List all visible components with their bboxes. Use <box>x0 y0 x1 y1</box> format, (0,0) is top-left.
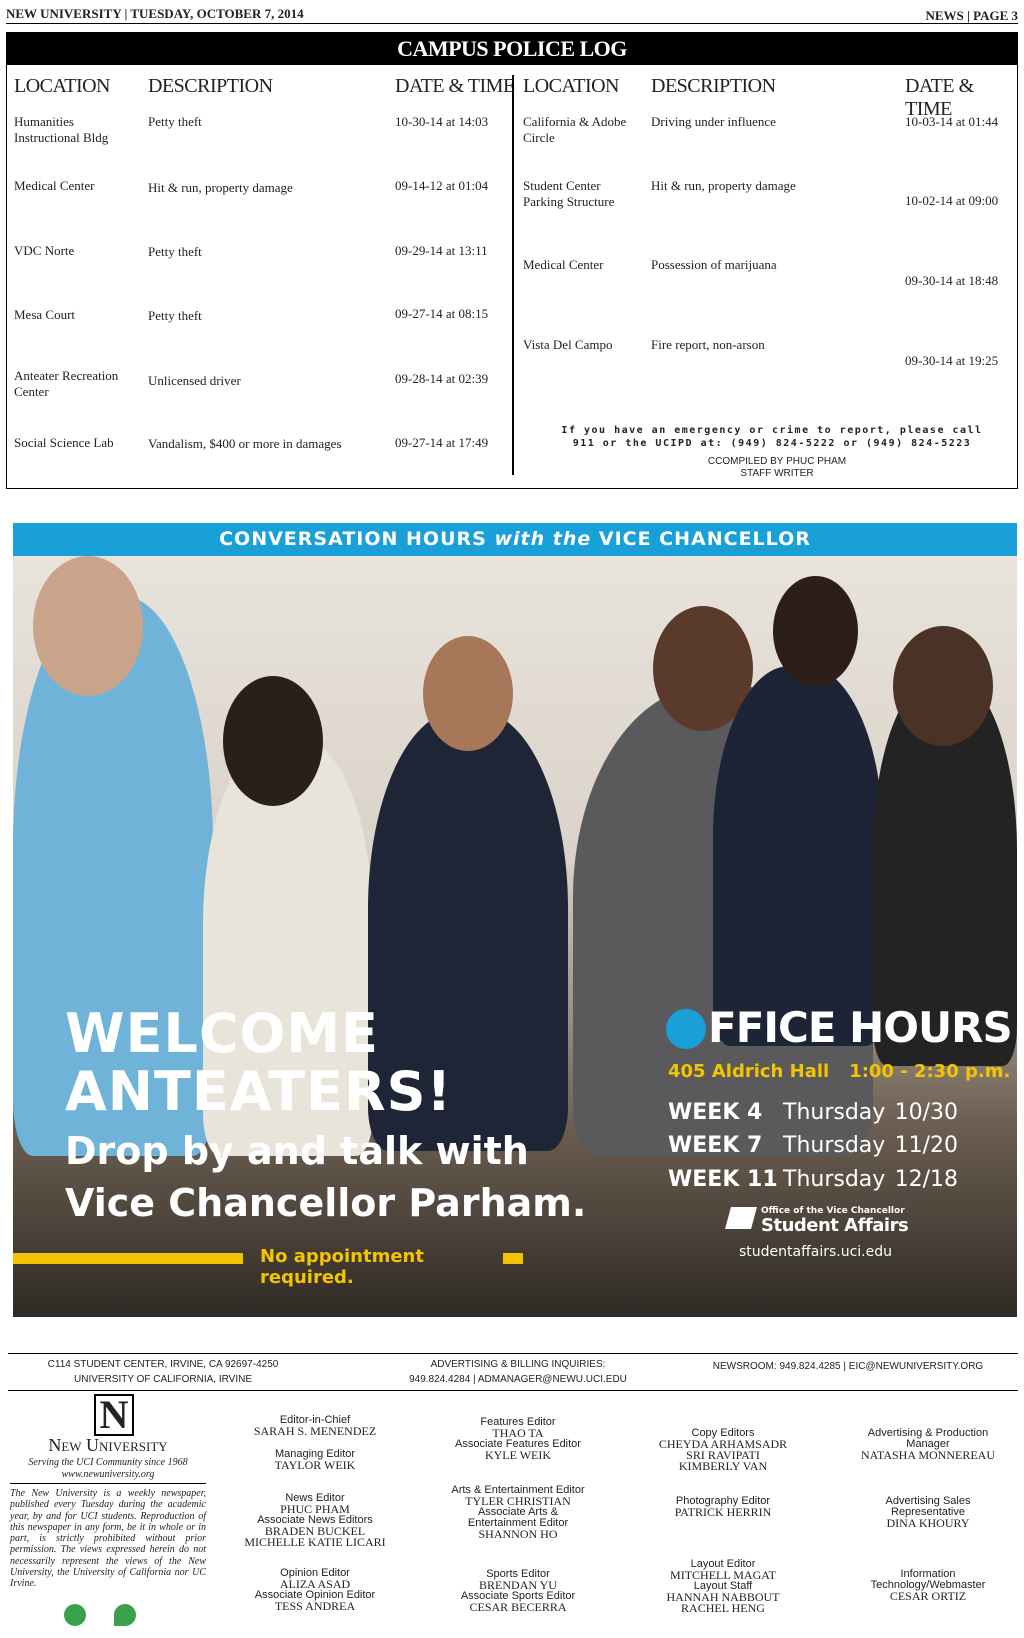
office-hours-text: FFICE HOURS <box>708 1003 1012 1052</box>
staff-name: PHUC PHAM <box>280 1502 350 1516</box>
staff-entry <box>418 1417 618 1461</box>
person-head <box>423 636 513 751</box>
log-datetime: 09-30-14 at 19:25 <box>905 353 999 368</box>
staff-name: THAO TA <box>492 1426 544 1440</box>
tagline-text: Serving the UCI Community since 1968 <box>28 1457 188 1468</box>
newsroom-contact: NEWSROOM: 949.824.4285 | EIC@NEWUNIVERSITY.ORG <box>712 1361 984 1372</box>
staff-name: MITCHELL MAGAT <box>670 1568 776 1582</box>
week-label: WEEK 11 <box>668 1167 778 1192</box>
staff-name: HANNAH NABBOUT <box>666 1590 780 1604</box>
compiled-by <box>627 456 927 480</box>
log-location: Social Science Lab <box>14 435 114 450</box>
student-affairs-url: studentaffairs.uci.edu <box>739 1244 892 1260</box>
log-datetime: 09-27-14 at 17:49 <box>395 435 489 450</box>
week-row <box>668 1100 958 1132</box>
welcome-line-2: ANTEATERS! <box>65 1060 453 1123</box>
issue-date: NEW UNIVERSITY | TUESDAY, OCTOBER 7, 2014 <box>6 6 304 21</box>
staff-role: Information Technology/Webmaster <box>870 1568 986 1591</box>
person-head <box>223 676 323 806</box>
office-hours-location <box>668 1061 1010 1082</box>
header-datetime-right: DATE & TIME <box>905 75 974 120</box>
staff-name: PATRICK HERRIN <box>674 1505 772 1519</box>
staff-entry <box>853 1569 1003 1602</box>
week-day: Thursday <box>783 1133 886 1158</box>
staff-name: KIMBERLY VAN <box>678 1459 768 1473</box>
welcome-line-1: WELCOME <box>65 1002 380 1065</box>
drop-by-text <box>65 1125 586 1229</box>
credit-line: CCOMPILED BY PHUC PHAM <box>707 456 847 467</box>
staff-entry <box>623 1496 823 1518</box>
staff-name: TYLER CHRISTIAN <box>465 1494 571 1508</box>
staff-name: MICHELLE KATIE LICARI <box>244 1535 386 1549</box>
staff-role: Opinion Editor <box>280 1567 350 1579</box>
staff-role: Arts & Entertainment Editor <box>451 1484 585 1496</box>
week-label: WEEK 7 <box>668 1133 763 1158</box>
advertising-inquiries <box>368 1357 668 1387</box>
staff-name: KYLE WEIK <box>484 1448 552 1462</box>
staff-role: News Editor <box>285 1492 345 1504</box>
staff-name: SARAH S. MENENDEZ <box>253 1424 377 1438</box>
conversation-hours-ad <box>13 523 1017 1317</box>
address-line-2: UNIVERSITY OF CALIFORNIA, IRVINE <box>74 1374 252 1385</box>
staff-role: Associate Arts & Entertainment Editor <box>467 1506 569 1529</box>
credit-role: STAFF WRITER <box>740 468 814 479</box>
no-appointment-strip <box>13 1246 523 1288</box>
log-description: Possession of marijuana <box>651 257 777 272</box>
office-of-vc: Office of the Vice Chancellor <box>761 1206 905 1216</box>
police-log <box>6 32 1018 489</box>
person-figure <box>713 666 883 1046</box>
header-datetime-left: DATE & TIME <box>395 75 515 97</box>
staff-role: Managing Editor <box>274 1448 356 1460</box>
new-university-logo: N <box>94 1394 134 1436</box>
log-description: Hit & run, property damage <box>651 178 796 193</box>
log-datetime: 09-27-14 at 08:15 <box>395 306 489 321</box>
log-datetime: 09-28-14 at 02:39 <box>395 371 489 386</box>
staff-entry <box>853 1496 1003 1529</box>
drop-line-1: Drop by and talk with <box>65 1129 529 1173</box>
column-divider <box>512 75 514 475</box>
staff-name: ALIZA ASAD <box>279 1577 351 1591</box>
masthead <box>8 1392 1018 1638</box>
log-description: Driving under influence <box>651 114 776 129</box>
publication-name: New University <box>48 1435 168 1455</box>
ads-label: ADVERTISING & BILLING INQUIRIES: <box>430 1359 606 1370</box>
staff-name: RACHEL HENG <box>681 1601 765 1615</box>
log-location: Student Center Parking Structure <box>523 178 615 209</box>
yellow-bar <box>503 1253 523 1264</box>
no-appointment-text: No appointment required. <box>260 1246 424 1288</box>
drop-line-2: Vice Chancellor Parham. <box>65 1181 587 1225</box>
log-location: Medical Center <box>14 178 95 193</box>
staff-name: TAYLOR WEIK <box>274 1458 356 1472</box>
log-location: Vista Del Campo <box>523 337 613 352</box>
staff-role: Copy Editors <box>691 1427 755 1439</box>
header-description-left: DESCRIPTION <box>148 75 273 97</box>
log-description: Fire report, non-arson <box>651 337 765 352</box>
website: www.newuniversity.org <box>61 1469 155 1480</box>
week-row <box>668 1133 958 1165</box>
divider <box>10 1483 206 1484</box>
emergency-notice: If you have an emergency or crime to report, please call 911 or the UCIPD at: (949) 824-5222 or (949) 824-5223 <box>561 425 983 449</box>
running-header <box>6 6 1018 24</box>
log-description: Petty theft <box>148 114 202 129</box>
staff-entry <box>215 1449 415 1471</box>
yellow-bar <box>13 1253 243 1264</box>
recycle-icon <box>64 1604 86 1626</box>
staff-role: Layout Editor <box>690 1558 756 1570</box>
time-text: 1:00 - 2:30 p.m. <box>849 1061 1011 1082</box>
log-description: Unlicensed driver <box>148 373 241 388</box>
header-description-right: DESCRIPTION <box>651 75 776 97</box>
about-text: The New University is a weekly newspaper, published every Tuesday during the academic year, by and for UCI students. Reproduction of this newspaper in any form, be it in whole or in part, is strictly prohibited without prior permission. The views expressed herein do not necessarily represent the views of the New University, the University of California nor UC Irvine. <box>10 1488 206 1590</box>
log-datetime: 10-30-14 at 14:03 <box>395 114 489 129</box>
staff-name: DINA KHOURY <box>886 1516 970 1530</box>
staff-role: Advertising Sales Representative <box>885 1495 971 1518</box>
log-location: Medical Center <box>523 257 604 272</box>
staff-role: Associate Sports Editor <box>460 1590 576 1602</box>
week-day: Thursday <box>783 1167 886 1192</box>
staff-entry <box>418 1485 618 1540</box>
staff-name: CESAR ORTIZ <box>889 1589 967 1603</box>
staff-role: Features Editor <box>480 1416 556 1428</box>
log-location: Mesa Court <box>14 307 76 322</box>
location-text: 405 Aldrich Hall <box>668 1061 830 1082</box>
staff-name: CESAR BECERRA <box>469 1600 567 1614</box>
week-row <box>668 1167 958 1199</box>
staff-entry <box>215 1493 415 1548</box>
staff-entry <box>418 1569 618 1613</box>
log-location: Humanities Instructional Bldg <box>14 114 109 145</box>
staff-role: Sports Editor <box>486 1568 550 1580</box>
log-datetime: 09-14-12 at 01:04 <box>395 178 489 193</box>
week-label: WEEK 4 <box>668 1100 763 1125</box>
header-location-right: LOCATION <box>523 75 619 97</box>
week-day: Thursday <box>783 1100 886 1125</box>
staff-role: Associate Features Editor <box>455 1438 581 1450</box>
welcome-headline <box>65 1002 453 1123</box>
log-description: Petty theft <box>148 308 202 323</box>
section-page: NEWS | PAGE 3 <box>925 8 1018 23</box>
banner-text-a: CONVERSATION HOURS <box>219 528 495 550</box>
staff-role: Photography Editor <box>675 1495 771 1507</box>
staff-entry <box>215 1415 415 1437</box>
staff-role: Layout Staff <box>693 1580 753 1592</box>
log-description: Hit & run, property damage <box>148 180 293 195</box>
log-datetime: 10-03-14 at 01:44 <box>905 114 999 129</box>
police-log-title: CAMPUS POLICE LOG <box>7 33 1017 65</box>
log-datetime: 09-30-14 at 18:48 <box>905 273 999 288</box>
address-line-1: C114 STUDENT CENTER, IRVINE, CA 92697-4250 <box>47 1359 279 1370</box>
staff-name: NATASHA MONNEREAU <box>860 1448 996 1462</box>
staff-entry <box>215 1568 415 1612</box>
tagline <box>8 1457 208 1481</box>
staff-name: BRENDAN YU <box>479 1578 557 1592</box>
banner-text-b: with the <box>494 528 592 550</box>
staff-name: CHEYDA ARHAMSADR <box>658 1437 788 1451</box>
staff-name: SHANNON HO <box>478 1527 558 1541</box>
log-location: California & Adobe Circle <box>523 114 627 145</box>
header-location-left: LOCATION <box>14 75 110 97</box>
office-hours-title <box>668 1003 1012 1052</box>
staff-role: Advertising & Production Manager <box>867 1427 989 1450</box>
staff-role: Editor-in-Chief <box>279 1414 351 1426</box>
log-location: VDC Norte <box>14 243 75 258</box>
person-head <box>893 626 993 746</box>
person-head <box>773 576 858 686</box>
staff-entry <box>853 1428 1003 1461</box>
staff-entry <box>623 1559 823 1614</box>
address <box>8 1357 318 1387</box>
log-location: Anteater Recreation Center <box>14 368 119 399</box>
staff-name: BRADEN BUCKEL <box>264 1524 366 1538</box>
log-description: Petty theft <box>148 244 202 259</box>
staff-name: SRI RAVIPATI <box>686 1448 760 1462</box>
staff-role: Associate Opinion Editor <box>254 1589 376 1601</box>
log-datetime: 09-29-14 at 13:11 <box>395 243 488 258</box>
ad-banner <box>13 523 1017 556</box>
banner-text-c: VICE CHANCELLOR <box>591 528 811 550</box>
staff-name: TESS ANDREA <box>274 1599 356 1613</box>
person-head <box>33 556 143 696</box>
contact-strip <box>8 1353 1018 1391</box>
week-date: 10/30 <box>894 1100 958 1125</box>
student-affairs-wordmark: Student Affairs <box>761 1215 909 1236</box>
ads-contact: 949.824.4284 | ADMANAGER@NEWU.UCI.EDU <box>409 1374 627 1385</box>
staff-role: Associate News Editors <box>257 1514 373 1526</box>
staff-entry <box>623 1428 823 1472</box>
week-date: 11/20 <box>894 1133 958 1158</box>
log-datetime: 10-02-14 at 09:00 <box>905 193 999 208</box>
week-date: 12/18 <box>894 1167 958 1192</box>
leaf-icon <box>114 1604 136 1626</box>
log-description: Vandalism, $400 or more in damages <box>148 436 342 451</box>
